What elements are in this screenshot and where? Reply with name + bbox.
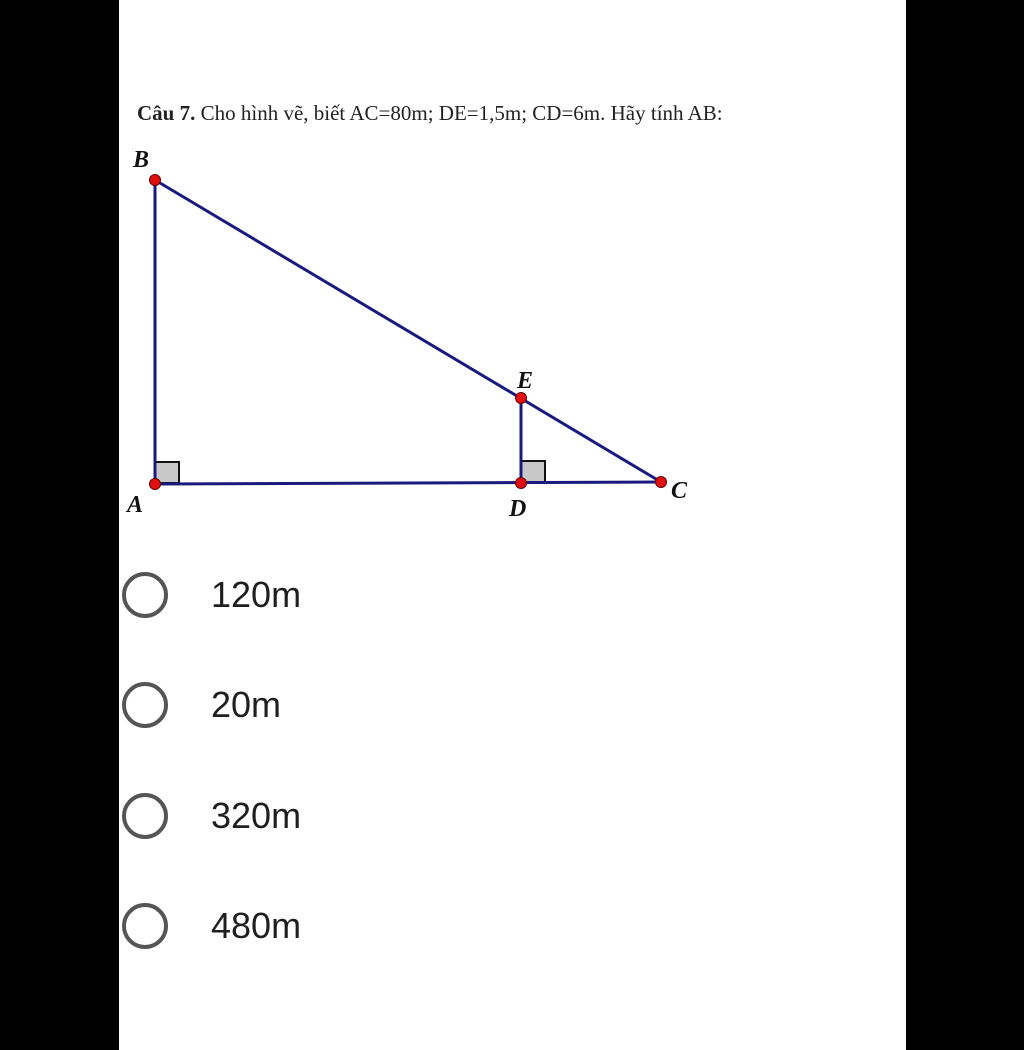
answer-option-label: 320m — [211, 795, 302, 836]
question-body: Cho hình vẽ, biết AC=80m; DE=1,5m; CD=6m. Hãy tính AB: — [200, 101, 723, 125]
point-e — [516, 393, 527, 404]
point-a — [150, 479, 161, 490]
answer-option-4[interactable] — [122, 896, 622, 956]
geometry-figure — [119, 140, 739, 530]
answer-option-3[interactable] — [122, 786, 622, 846]
radio-button[interactable] — [122, 793, 168, 839]
label-e: E — [517, 368, 534, 394]
radio-button[interactable] — [122, 682, 168, 728]
question-number: Câu 7. — [137, 101, 196, 125]
label-c: C — [671, 478, 688, 504]
radio-button[interactable] — [122, 572, 168, 618]
point-d — [516, 478, 527, 489]
answer-option-2[interactable] — [122, 675, 622, 735]
point-c — [656, 477, 667, 488]
question-text — [137, 101, 897, 126]
answer-option-label: 20m — [211, 684, 282, 725]
segment-ac — [155, 482, 661, 484]
radio-button[interactable] — [122, 903, 168, 949]
point-b — [150, 175, 161, 186]
answer-option-label: 120m — [211, 574, 302, 615]
label-b: B — [133, 147, 150, 173]
segment-bc — [155, 180, 661, 482]
label-a: A — [127, 492, 144, 518]
label-d: D — [509, 496, 527, 522]
answer-option-label: 480m — [211, 905, 302, 946]
answer-option-1[interactable] — [122, 565, 622, 625]
